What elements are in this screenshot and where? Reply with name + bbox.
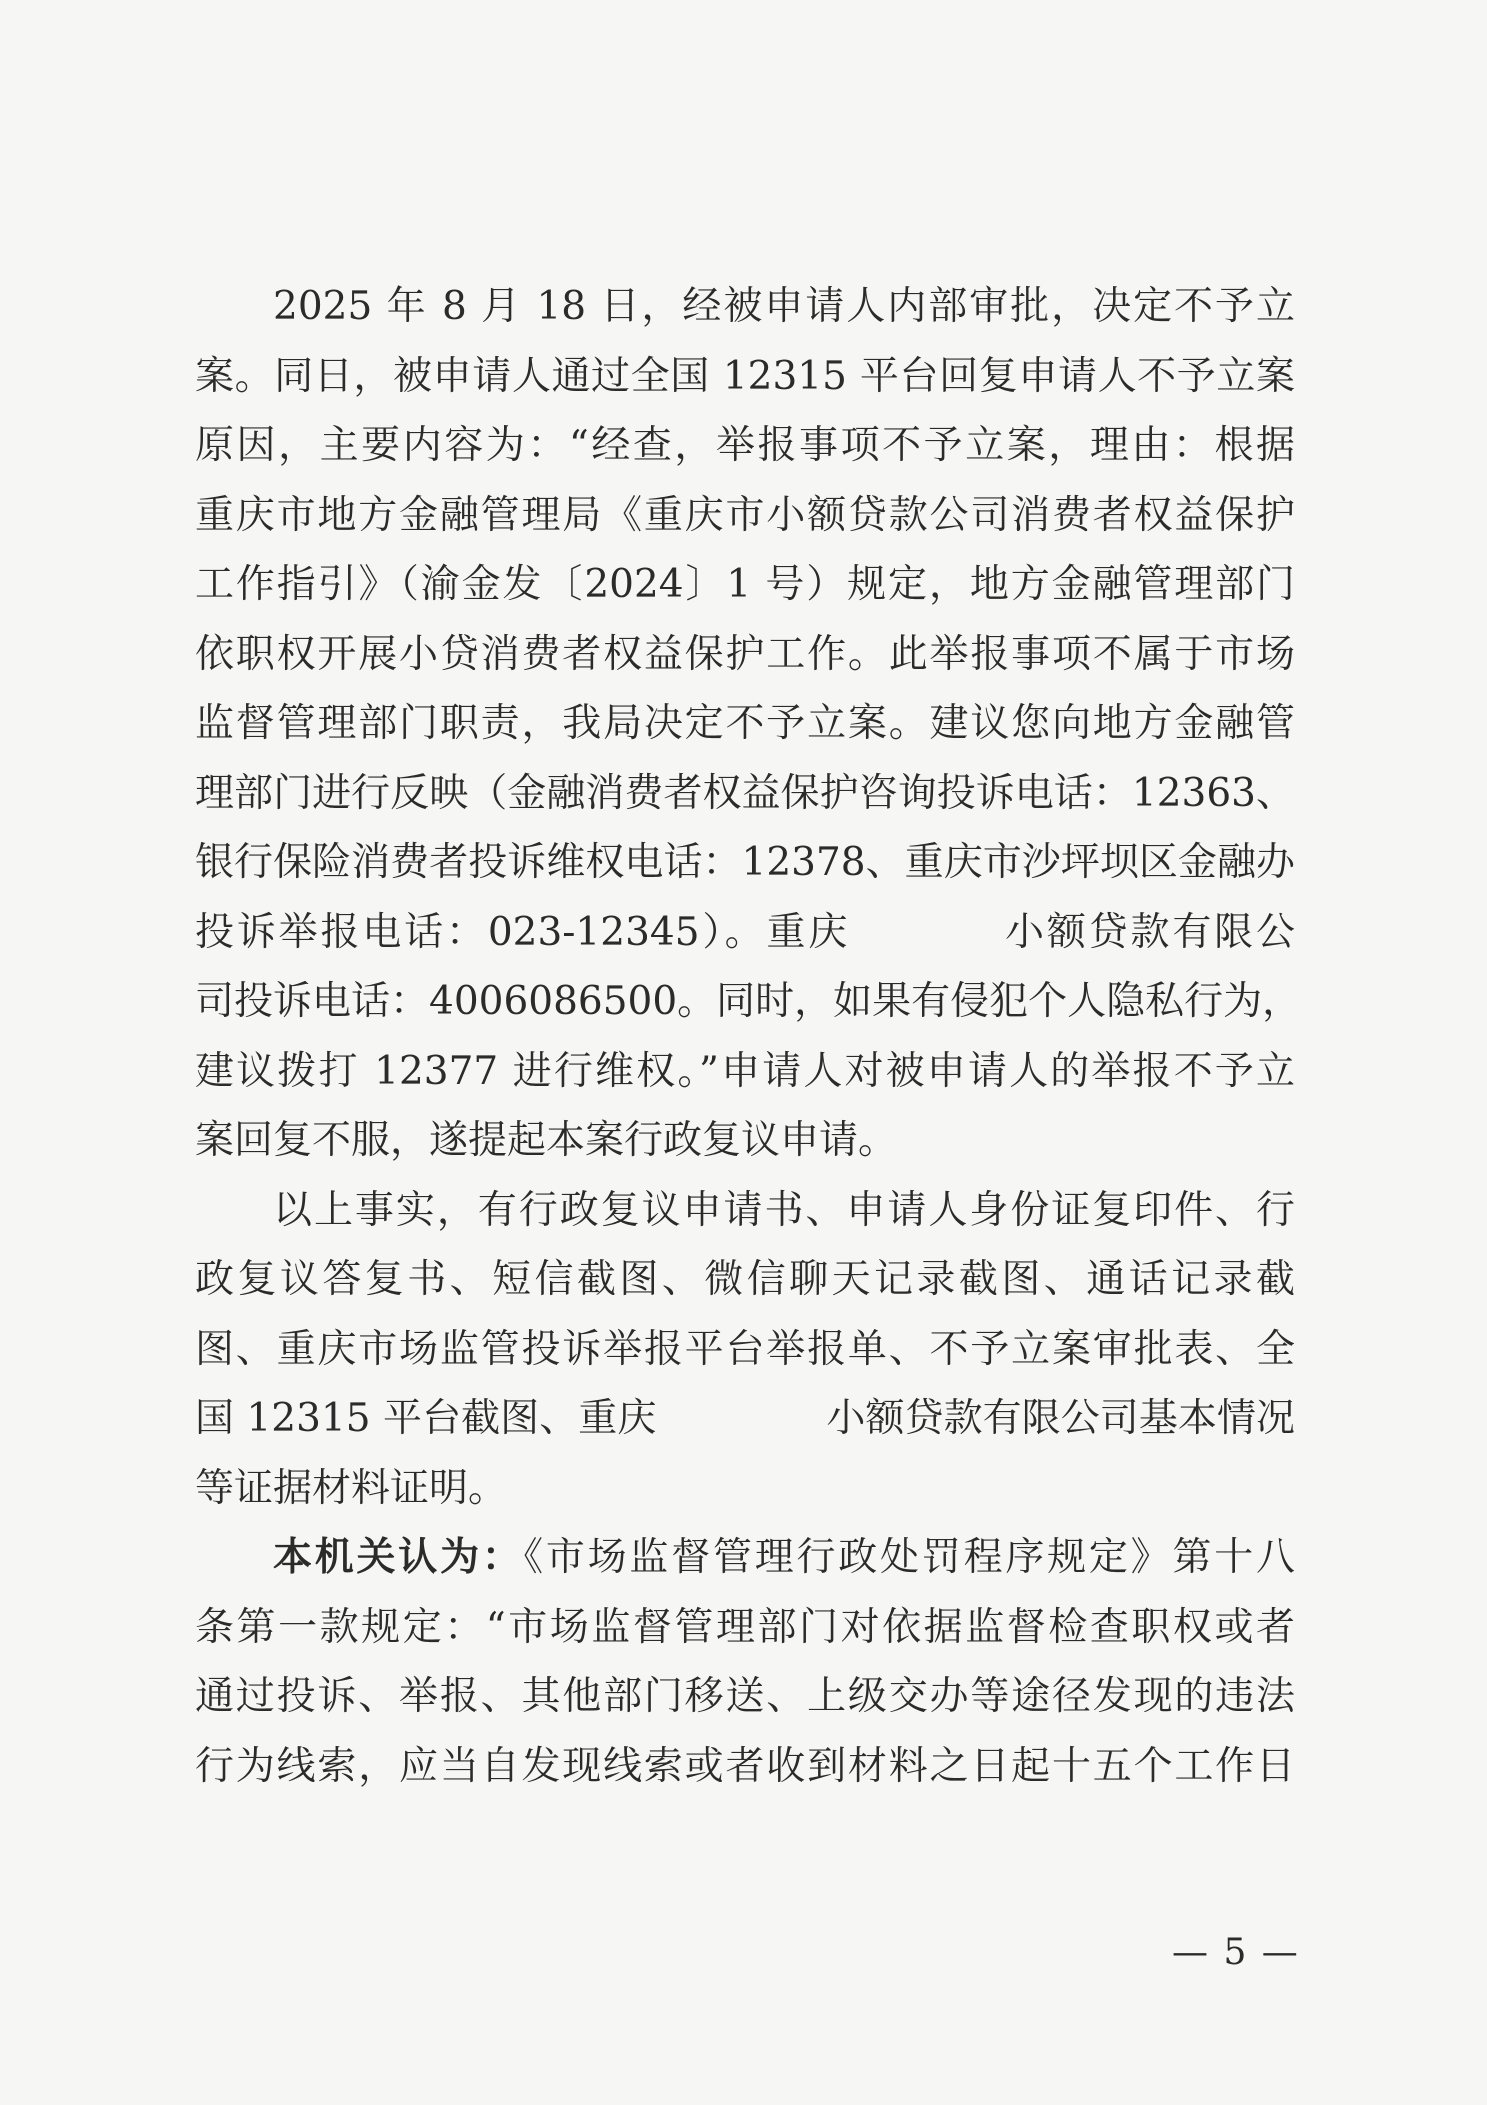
page-number: — 5 — [1172,1932,1300,1973]
text-line: 案。同日，被申请人通过全国 12315 平台回复申请人不予立案 [195,353,1295,399]
paragraph-decision [195,272,1302,1176]
text-line: 图、重庆市场监管投诉举报平台举报单、不予立案审批表、全 [195,1326,1295,1372]
document-body [195,272,1302,1801]
text-line: 工作指引》（渝金发〔2024〕1 号）规定，地方金融管理部门 [195,562,1295,607]
text-line: 监督管理部门职责，我局决定不予立案。建议您向地方金融管 [195,701,1295,746]
text-line: 依职权开展小贷消费者权益保护工作。此举报事项不属于市场 [195,631,1295,677]
text-segment: 小额贷款有限公司基本情况 [826,1396,1295,1441]
text-line [195,898,1295,968]
text-segment: 《市场监督管理行政处罚程序规定》第十八 [523,1535,1295,1580]
paragraph-opinion [195,1523,1295,1801]
text-line: 条第一款规定：“市场监督管理部门对依据监督检查职权或者 [195,1604,1295,1650]
text-line: 案回复不服，遂提起本案行政复议申请。 [195,1118,898,1163]
text-line: 以上事实，有行政复议申请书、申请人身份证复印件、行 [273,1187,1295,1233]
text-segment: 国 12315 平台截图、重庆 [195,1396,657,1441]
text-line: 通过投诉、举报、其他部门移送、上级交办等途径发现的违法 [195,1674,1295,1719]
text-line: 重庆市地方金融管理局《重庆市小额贷款公司消费者权益保护 [195,492,1295,538]
text-line: 建议拨打 12377 进行维权。”申请人对被申请人的举报不予立 [195,1048,1295,1094]
text-line: 等证据材料证明。 [195,1465,508,1511]
text-line: 2025 年 8 月 18 日，经被申请人内部审批，决定不予立 [273,284,1295,329]
text-line: 司投诉电话：4006086500。同时，如果有侵犯个人隐私行为， [195,979,1302,1024]
opinion-lead: 本机关认为： [273,1534,524,1580]
text-line: 银行保险消费者投诉维权电话：12378、重庆市沙坪坝区金融办 [195,840,1295,885]
text-line: 原因，主要内容为：“经查，举报事项不予立案，理由：根据 [195,423,1295,468]
text-line: 行为线索，应当自发现线索或者收到材料之日起十五个工作日 [195,1743,1295,1789]
text-line [195,1384,1295,1454]
text-line: 政复议答复书、短信截图、微信聊天记录截图、通话记录截 [195,1257,1295,1302]
text-line [195,1523,1295,1593]
text-segment: 投诉举报电话：023-12345）。重庆 [195,909,851,955]
paragraph-facts [195,1176,1295,1524]
text-segment: 小额贷款有限公 [1002,909,1295,955]
text-line: 理部门进行反映（金融消费者权益保护咨询投诉电话：12363、 [195,770,1295,816]
